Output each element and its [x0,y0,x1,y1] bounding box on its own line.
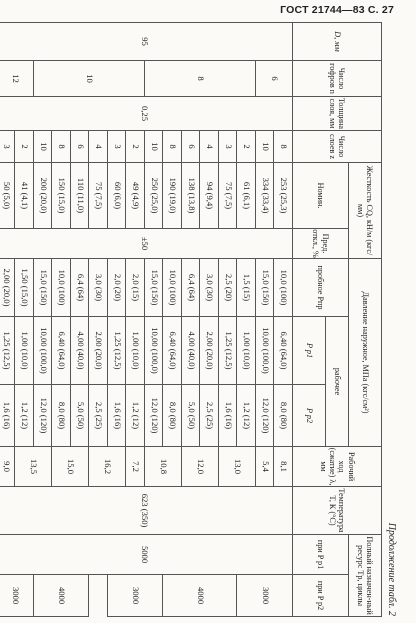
cell-life2: 3000 [237,575,293,617]
table-caption: Продолжение табл. 2 [386,522,397,616]
page-header: ГОСТ 21744—83 С. 27 [280,4,394,16]
header-dev: Пред. откл., % [293,229,349,259]
cell-n: 12 [0,61,34,97]
cell-z: 2 [15,131,34,163]
cell-p1: 1,00 (10,0) [15,317,34,385]
cell-nom: 75 (7,5) [219,163,238,229]
header-life1: при P p1 [293,535,349,575]
cell-life2: 4000 [163,575,237,617]
cell-z: 6 [71,131,90,163]
cell-stroke: 5,4 [256,447,275,487]
cell-p2: 1,6 (16) [219,385,238,447]
cell-stroke: 15,0 [52,447,89,487]
cell-z: 6 [182,131,201,163]
cell-nom: 138 (13,8) [182,163,201,229]
cell-z: 10 [34,131,53,163]
cell-p1: 4,00 (40,0) [71,317,90,385]
cell-nom: 49 (4,9) [126,163,145,229]
header-s: Толщина слоя, мм [293,97,382,131]
cell-stroke: 13,0 [219,447,256,487]
cell-p2: 12,0 (120) [256,385,275,447]
header-d: D, мм [293,23,382,61]
cell-n: 10 [34,61,145,97]
cell-z: 4 [89,131,108,163]
cell-stroke: 7,2 [126,447,145,487]
cell-z: 8 [52,131,71,163]
cell-nom: 75 (7,5) [89,163,108,229]
cell-test: 3,0 (30) [200,259,219,317]
header-stroke: Рабочий ход (сжатие) λ, мм [293,447,382,487]
header-life: Полный назначен-ный ресурс Tр, циклы [349,535,382,617]
header-work: рабочее [326,317,349,447]
cell-p2: 8,0 (80) [163,385,182,447]
cell-test: 10,0 (100) [52,259,71,317]
cell-test: 2,0 (15) [126,259,145,317]
cell-p1: 10,00 (100,0) [256,317,275,385]
cell-nom: 41 (4,1) [15,163,34,229]
cell-p2: 2,5 (25) [89,385,108,447]
cell-z: 10 [145,131,164,163]
cell-z: 10 [256,131,275,163]
header-pressure: Давление наружное, МПа (кгс/см²) [349,259,382,447]
cell-z: 3 [108,131,127,163]
cell-nom: 150 (15,0) [52,163,71,229]
cell-p2: 2,5 (25) [200,385,219,447]
header-p2: P p2 [293,385,326,447]
cell-p2: 1,6 (16) [0,385,15,447]
cell-test: 15,0 (150) [145,259,164,317]
cell-test: 10,0 (100) [163,259,182,317]
header-stiffness: Жесткость CQ, кН/м (кгс/мм) [349,163,382,259]
cell-stroke: 8,1 [274,447,293,487]
cell-z: 8 [163,131,182,163]
cell-test: 2,5 (20) [219,259,238,317]
cell-p1: 2,00 (20,0) [200,317,219,385]
cell-nom: 60 (6,0) [108,163,127,229]
cell-p2: 12,0 (120) [34,385,53,447]
cell-test: 6,4 (64) [71,259,90,317]
cell-test: 10,0 (100) [274,259,293,317]
cell-p1: 6,40 (64,0) [52,317,71,385]
cell-z: 3 [0,131,15,163]
cell-nom: 61 (6,1) [237,163,256,229]
cell-p1: 1,00 (10,0) [126,317,145,385]
cell-d: 95 [0,23,293,61]
cell-nom: 94 (9,4) [200,163,219,229]
cell-z: 8 [274,131,293,163]
header-z: Число слоев z [293,131,382,163]
cell-p2: 1,2 (12) [126,385,145,447]
cell-p2: 1,2 (12) [237,385,256,447]
rotated-page [1,22,398,616]
cell-p2: 8,0 (80) [52,385,71,447]
cell-p1: 10,00 (100,0) [34,317,53,385]
cell-stroke: 16,2 [89,447,126,487]
cell-test: 2,00 (20,0) [0,259,15,317]
cell-test: 2,0 (20) [108,259,127,317]
cell-nom: 253 (25,3) [274,163,293,229]
cell-p2: 12,0 (120) [145,385,164,447]
cell-p1: 2,00 (20,0) [89,317,108,385]
cell-life1: 5000 [0,535,293,575]
spec-table [0,22,382,617]
cell-p1: 10,00 (100,0) [145,317,164,385]
cell-z: 2 [237,131,256,163]
cell-test: 6,4 (64) [182,259,201,317]
cell-p2: 1,2 (12) [15,385,34,447]
cell-p2: 5,0 (50) [182,385,201,447]
cell-test: 15,0 (150) [256,259,275,317]
cell-test: 1,50 (15,0) [15,259,34,317]
cell-n: 6 [256,61,293,97]
cell-nom: 110 (11,0) [71,163,90,229]
cell-n: 8 [145,61,256,97]
cell-p1: 4,00 (40,0) [182,317,201,385]
cell-nom: 190 (19,0) [163,163,182,229]
cell-z: 4 [200,131,219,163]
cell-dev: ±50 [0,229,293,259]
cell-p1: 1,25 (12,5) [0,317,15,385]
cell-life2: 3000 [0,575,34,617]
cell-p1: 1,25 (12,5) [108,317,127,385]
cell-nom: 334 (33,4) [256,163,275,229]
header-p1: P p1 [293,317,326,385]
cell-nom: 50 (5,0) [0,163,15,229]
cell-test: 1,5 (15) [237,259,256,317]
cell-p2: 5,0 (50) [71,385,90,447]
cell-p2: 8,0 (80) [274,385,293,447]
rotated-content [1,22,398,616]
cell-p1: 1,00 (10,0) [237,317,256,385]
cell-stroke: 13,5 [15,447,52,487]
cell-p1: 6,40 (64,0) [163,317,182,385]
cell-p1: 1,25 (12,5) [219,317,238,385]
cell-temp: 623 (350) [0,487,293,535]
cell-z: 2 [126,131,145,163]
cell-test: 15,0 (150) [34,259,53,317]
cell-stroke: 10,8 [145,447,182,487]
cell-life2: 3000 [108,575,164,617]
header-nom: Номин. [293,163,349,229]
cell-p2: 1,6 (16) [108,385,127,447]
cell-thickness: 0,25 [0,97,293,131]
header-n: Число гофров n [293,61,382,97]
cell-stroke: 9,0 [0,447,15,487]
header-life2: при P p2 [293,575,349,617]
cell-nom: 250 (25,0) [145,163,164,229]
cell-p1: 6,40 (64,0) [274,317,293,385]
cell-life2: 4000 [34,575,90,617]
cell-nom: 200 (20,0) [34,163,53,229]
cell-test: 3,0 (30) [89,259,108,317]
header-temp: Температура T, К (°С) [293,487,382,535]
header-test: пробное Pпр [293,259,349,317]
cell-stroke: 12,0 [182,447,219,487]
cell-z: 3 [219,131,238,163]
